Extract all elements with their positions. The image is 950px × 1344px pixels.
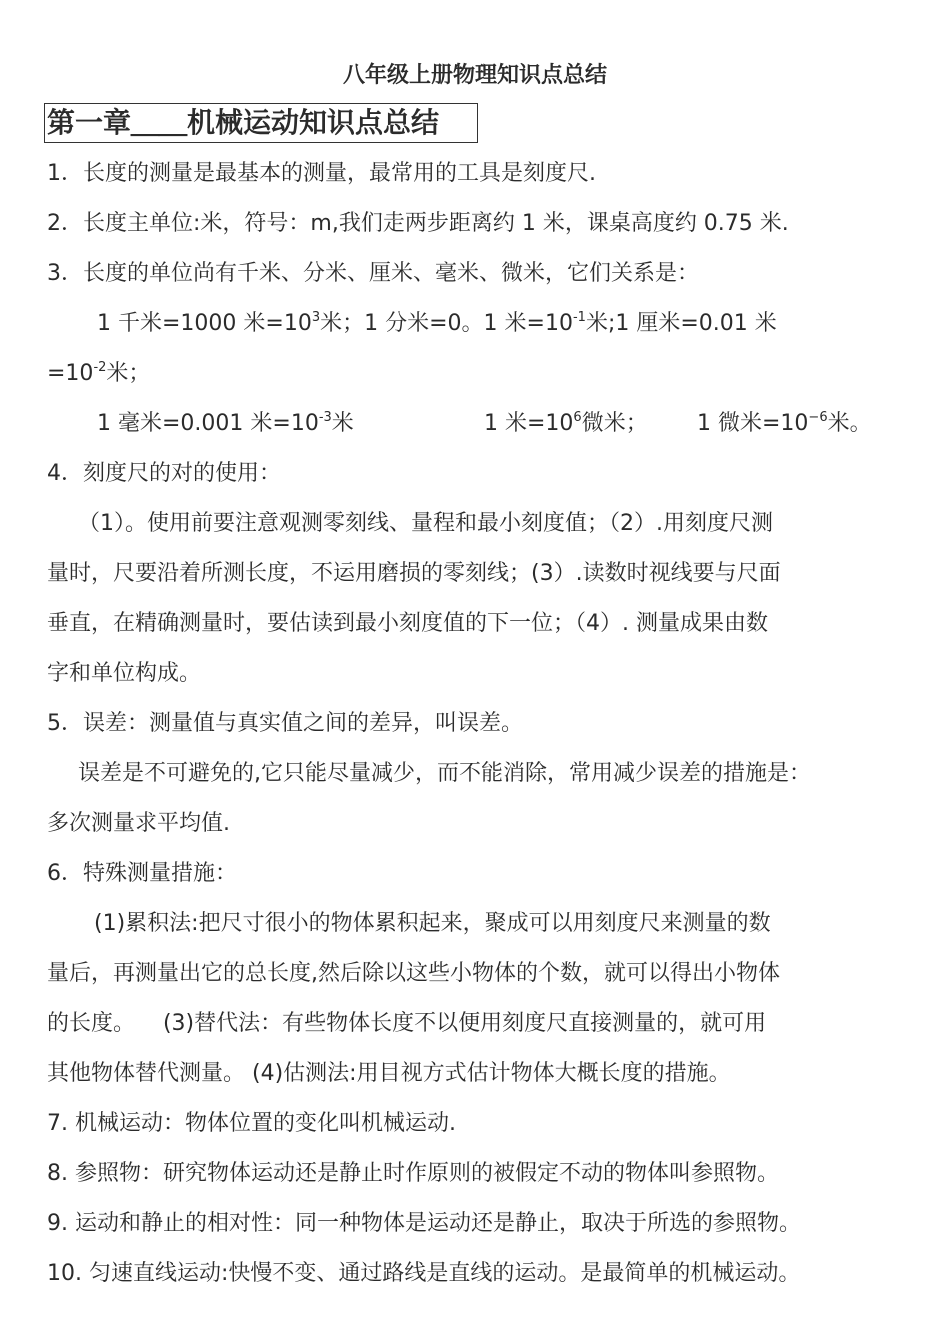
unit-text: 1 千米=1000 米=10 bbox=[97, 311, 312, 336]
text-line-14: 量后，再测量出它的总长度,然后除以这些小物体的个数，就可以得出小物体 bbox=[47, 961, 780, 986]
text-line-1: 1．长度的测量是最基本的测量，最常用的工具是刻度尺. bbox=[47, 161, 596, 186]
exponent: −6 bbox=[808, 410, 828, 425]
unit-text: 1 微米=10 bbox=[697, 411, 809, 436]
unit-relations-line-2 bbox=[47, 359, 150, 389]
text-line-11: 多次测量求平均值. bbox=[47, 811, 230, 836]
text-line-20: 10. 匀速直线运动:快慢不变、通过路线是直线的运动。是最简单的机械运动。 bbox=[47, 1261, 801, 1286]
text-line-16: 其他物体替代测量。 (4)估测法:用目视方式估计物体大概长度的措施。 bbox=[47, 1061, 731, 1086]
text-line-8: 字和单位构成。 bbox=[47, 661, 202, 686]
exponent: -2 bbox=[93, 360, 107, 375]
unit-text: 米。 bbox=[827, 411, 872, 436]
text-line-15: 的长度。 (3)替代法：有些物体长度不以便用刻度尺直接测量的，就可用 bbox=[47, 1011, 767, 1036]
unit-relations-line-1 bbox=[97, 309, 777, 339]
unit-relations-line-3b bbox=[484, 409, 648, 439]
unit-text: =10 bbox=[47, 361, 94, 386]
unit-text: 米；1 分米=0。1 米=10 bbox=[320, 311, 573, 336]
exponent: -3 bbox=[318, 410, 332, 425]
exponent: -1 bbox=[572, 310, 586, 325]
unit-text: 1 毫米=0.001 米=10 bbox=[97, 411, 319, 436]
text-line-17: 7. 机械运动：物体位置的变化叫机械运动. bbox=[47, 1111, 456, 1136]
text-line-4: 4．刻度尺的对的使用： bbox=[47, 461, 281, 486]
unit-relations-line-3c bbox=[697, 409, 872, 439]
text-line-9: 5．误差：测量值与真实值之间的差异，叫误差。 bbox=[47, 711, 523, 736]
unit-text: 米 bbox=[331, 411, 354, 436]
text-line-12: 6．特殊测量措施： bbox=[47, 861, 237, 886]
unit-text: 米； bbox=[106, 361, 151, 386]
text-line-6: 量时，尺要沿着所测长度，不运用磨损的零刻线；(3）.读数时视线要与尺面 bbox=[47, 561, 781, 586]
unit-text: 米;1 厘米=0.01 米 bbox=[585, 311, 777, 336]
text-line-18: 8. 参照物：研究物体运动还是静止时作原则的被假定不动的物体叫参照物。 bbox=[47, 1161, 779, 1186]
unit-text: 1 米=10 bbox=[484, 411, 574, 436]
text-line-5: （1）。使用前要注意观测零刻线、量程和最小刻度值；（2）.用刻度尺测 bbox=[78, 511, 773, 536]
text-line-19: 9. 运动和静止的相对性：同一种物体是运动还是静止，取决于所选的参照物。 bbox=[47, 1211, 801, 1236]
chapter-label: 第一章 bbox=[47, 106, 132, 139]
chapter-name: 机械运动知识点总结 bbox=[187, 106, 440, 139]
text-line-13: (1)累积法:把尺寸很小的物体累积起来，聚成可以用刻度尺来测量的数 bbox=[94, 911, 771, 936]
text-line-3: 3．长度的单位尚有千米、分米、厘米、毫米、微米，它们关系是： bbox=[47, 261, 699, 286]
chapter-gap: ＿＿ bbox=[131, 106, 188, 139]
unit-text: 微米； bbox=[581, 411, 648, 436]
unit-relations-line-3a bbox=[97, 409, 354, 439]
text-line-7: 垂直，在精确测量时，要估读到最小刻度值的下一位；（4）. 测量成果由数 bbox=[47, 611, 768, 636]
exponent: 6 bbox=[573, 410, 582, 425]
exponent: 3 bbox=[311, 310, 321, 325]
text-line-2: 2．长度主单位:米，符号：m,我们走两步距离约 1 米，课桌高度约 0.75 米. bbox=[47, 211, 789, 236]
document-title: 八年级上册物理知识点总结 bbox=[342, 63, 607, 88]
chapter-heading bbox=[44, 103, 478, 143]
text-line-10: 误差是不可避免的,它只能尽量减少，而不能消除，常用减少误差的措施是： bbox=[78, 761, 811, 786]
